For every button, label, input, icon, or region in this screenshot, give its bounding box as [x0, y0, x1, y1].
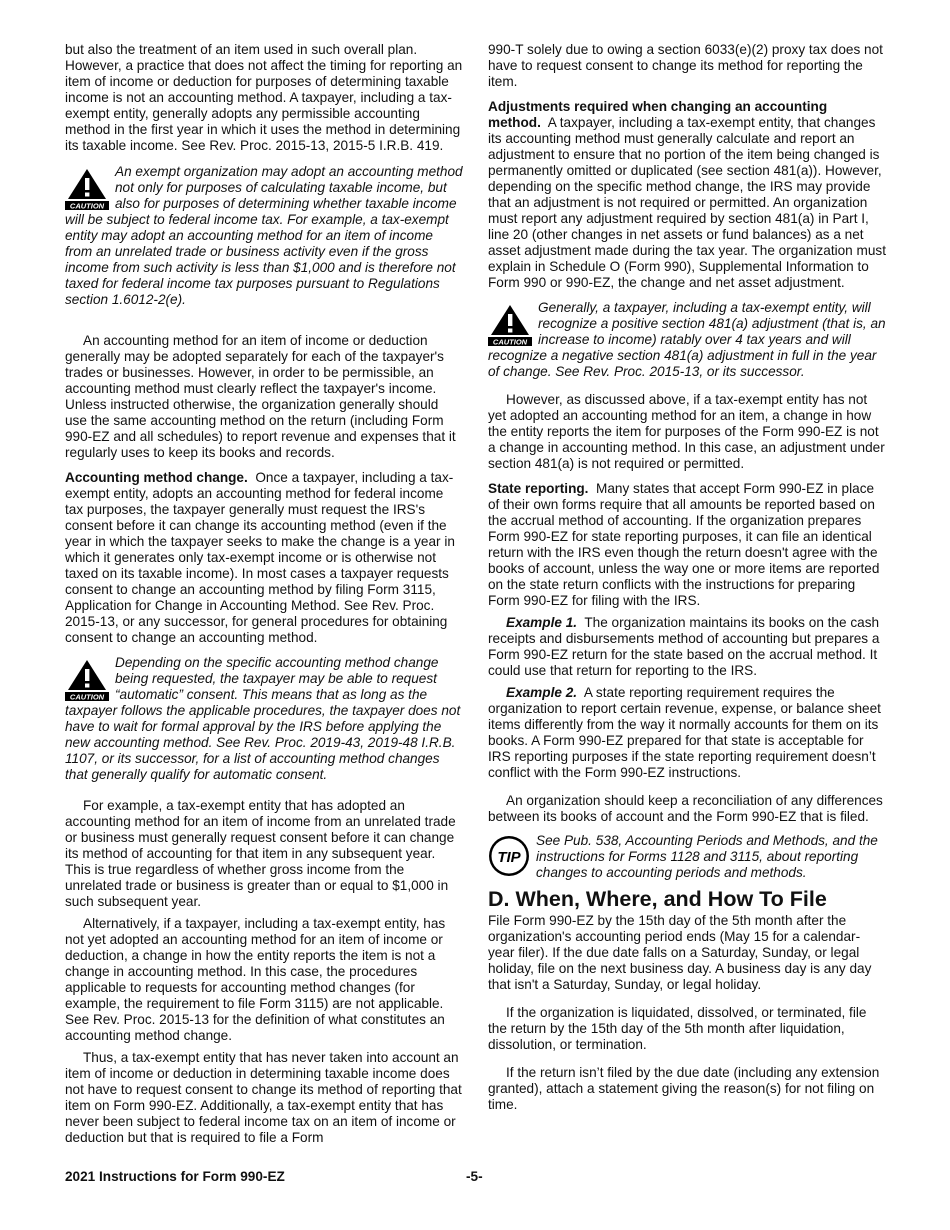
paragraph: If the organization is liquidated, dissolved, or terminated, file the return by the 15th day of the 5th month after liquidation, dissolution, or termination. [488, 1005, 867, 1052]
example-label: Example 2. [506, 685, 578, 700]
caution-icon [65, 166, 109, 210]
caution-label: CAUTION [69, 201, 105, 210]
paragraph: For example, a tax-exempt entity that has adopted an accounting method for an item of income from an unrelated trade or business must generally request consent before it can change its method of accounting for that item in any subsequent year. This is true regardless of whether gross income from the unrelated trade or business is greater than or equal to $1,000 in such subsequent year. [65, 798, 456, 909]
footer-title: 2021 Instructions for Form 990-EZ [65, 1169, 285, 1184]
tip-label: TIP [497, 849, 521, 866]
paragraph: File Form 990-EZ by the 15th day of the 5th month after the organization's accounting period ends (May 15 for a calendar-year filer). If the due date falls on a Saturday, Sunday, or legal holiday, file on the next business day. A business day is any day that isn't a Saturday, Sunday, or legal holiday. [488, 913, 872, 992]
tip-text: See Pub. 538, Accounting Periods and Methods, and the instructions for Forms 1128 and 3115, about reporting changes to accounting periods and methods. [536, 833, 878, 880]
paragraph-text: Many states that accept Form 990-EZ in place of their own forms require that all amounts be reported based on the accrual method of accounting. If the organization prepares Form 990-EZ for state reporting purposes, it can file an identical return with the IRS even though the return doesn't agree with the books of account, unless the way one or more items are reported on the state return conflicts with the instructions for preparing Form 990-EZ for filing with the IRS. [488, 481, 880, 608]
tip-note [488, 833, 886, 881]
paragraph [488, 99, 886, 291]
caution-note [488, 300, 886, 380]
caution-text: An exempt organization may adopt an accounting method not only for purposes of calculating taxable income, but also for purposes of determining whether taxable income will be subject to federal income tax. For example, a tax-exempt entity may adopt an accounting method for an item of income from an unrelated trade or business activity even if the gross income from such activity is less than $1,000 and is therefore not taxed for federal income tax purposes pursuant to Regulations section 1.6012-2(e). [65, 164, 463, 307]
paragraph: If the return isn’t filed by the due date (including any extension granted), attach a statement giving the reason(s) for not filing on time. [488, 1065, 880, 1112]
right-column [488, 42, 886, 1113]
paragraph: However, as discussed above, if a tax-exempt entity has not yet adopted an accounting method for an item, a change in how the entity reports the item for purposes of the Form 990-EZ is not a change in accounting method. In this case, an adjustment under section 481(a) is not required or permitted. [488, 392, 885, 471]
run-in-heading: State reporting. [488, 481, 589, 496]
paragraph-text: Once a taxpayer, including a tax-exempt entity, adopts an accounting method for federal income tax purposes, the taxpayer generally must request the IRS's consent before it can change its accounting method (even if the year in which the taxpayer seeks to make the change is a year in which it generates only tax-exempt income or is otherwise not taxed on its taxable income). In most cases a taxpayer requests consent to change an accounting method by filing Form 3115, Application for Change in Accounting Method. See Rev. Proc. 2015-13, or any successor, for general procedures for obtaining consent to change an accounting method. [65, 470, 455, 645]
caution-note [65, 655, 463, 783]
section-heading: D. When, Where, and How To File [488, 887, 827, 911]
example-paragraph [488, 685, 886, 781]
caution-note [65, 164, 463, 308]
run-in-heading: Adjustments required when changing an accounting method. [488, 99, 828, 130]
left-column [65, 42, 463, 1146]
example-label: Example 1. [506, 615, 578, 630]
caution-icon [488, 302, 532, 346]
caution-text: Depending on the specific accounting method change being requested, the taxpayer may be able to request “automatic” consent. This means that as long as the taxpayer follows the applicable procedures, the taxpayer does not have to wait for formal approval by the IRS before applying the new accounting method. See Rev. Proc. 2019-43, 2019-48 I.R.B. 1107, or its successor, for a list of accounting method changes that generally qualify for automatic consent. [65, 655, 461, 782]
paragraph: Alternatively, if a taxpayer, including a tax-exempt entity, has not yet adopted an accounting method for an item of income or deduction, a change in how the entity reports the item is not a change in accounting method. In this case, the procedures applicable to requests for accounting method changes (for example, the requirement to file Form 3115) are not applicable. See Rev. Proc. 2015-13 for the definition of what constitutes an accounting method change. [65, 916, 446, 1043]
tip-icon [488, 835, 530, 877]
paragraph: but also the treatment of an item used in such overall plan. However, a practice that does not affect the timing for reporting an item of income or deduction for purposes of determining taxable income is not an accounting method. A taxpayer, including a tax-exempt entity, generally adopts any permissible accounting method in the first year in which it uses the method in determining its taxable income. See Rev. Proc. 2015-13, 2015-5 I.R.B. 419. [65, 42, 463, 153]
caution-label: CAUTION [69, 692, 105, 701]
caution-icon [65, 657, 109, 701]
example-paragraph [488, 615, 886, 679]
paragraph [488, 481, 886, 609]
paragraph-text: The organization maintains its books on the cash receipts and disbursements method of accounting but prepares a Form 990-EZ return for the state based on the accrual method. It could use that return for reporting to the IRS. [488, 615, 880, 678]
run-in-heading: Accounting method change. [65, 470, 248, 485]
page-number: -5- [466, 1169, 483, 1184]
paragraph: 990-T solely due to owing a section 6033(e)(2) proxy tax does not have to request consent to change its method for reporting the item. [488, 42, 883, 89]
paragraph-text: A state reporting requirement requires the organization to report certain revenue, expense, or balance sheet items differently from the way it normally accounts for them on its books. A Form 990-EZ prepared for that state is acceptable for IRS reporting purposes if the state reporting requirement doesn’t conflict with the Form 990-EZ instructions. [488, 685, 881, 780]
paragraph: Thus, a tax-exempt entity that has never taken into account an item of income or deduction in determining taxable income does not have to request consent to change its method of reporting that item on Form 990-EZ. Additionally, a tax-exempt entity that has never been subject to federal income tax on an item of income or deduction but that is required to file a Form [65, 1050, 462, 1145]
paragraph-text: A taxpayer, including a tax-exempt entity, that changes its accounting method must generally calculate and report an adjustment to ensure that no portion of the item being changed is permanently omitted or duplicated (see section 481(a)). However, depending on the specific method change, the IRS may provide that an adjustment is not required or permitted. An organization must report any adjustment required by section 481(a) in Part I, line 20 (other changes in net assets or fund balances) as a net asset adjustment made during the tax year. The organization must explain in Schedule O (Form 990), Supplemental Information to Form 990 or 990-EZ, the change and net asset adjustment. [488, 115, 886, 290]
caution-label: CAUTION [492, 337, 528, 346]
paragraph: An accounting method for an item of income or deduction generally may be adopted separately for each of the taxpayer's trades or businesses. However, in order to be permissible, an accounting method must clearly reflect the taxpayer's income. Unless instructed otherwise, the organization generally should use the same accounting method on the return (including Form 990-EZ and all schedules) to report revenue and expenses that it regularly uses to keep its books and records. [65, 333, 456, 460]
paragraph [65, 470, 463, 646]
caution-text: Generally, a taxpayer, including a tax-exempt entity, will recognize a positive section 481(a) adjustment (that is, an increase to income) ratably over 4 tax years and will recognize a negative section 481(a) adjustment in full in the year of change. See Rev. Proc. 2015-13, or its successor. [488, 300, 886, 379]
paragraph: An organization should keep a reconciliation of any differences between its books of account and the Form 990-EZ that is filed. [488, 793, 883, 824]
